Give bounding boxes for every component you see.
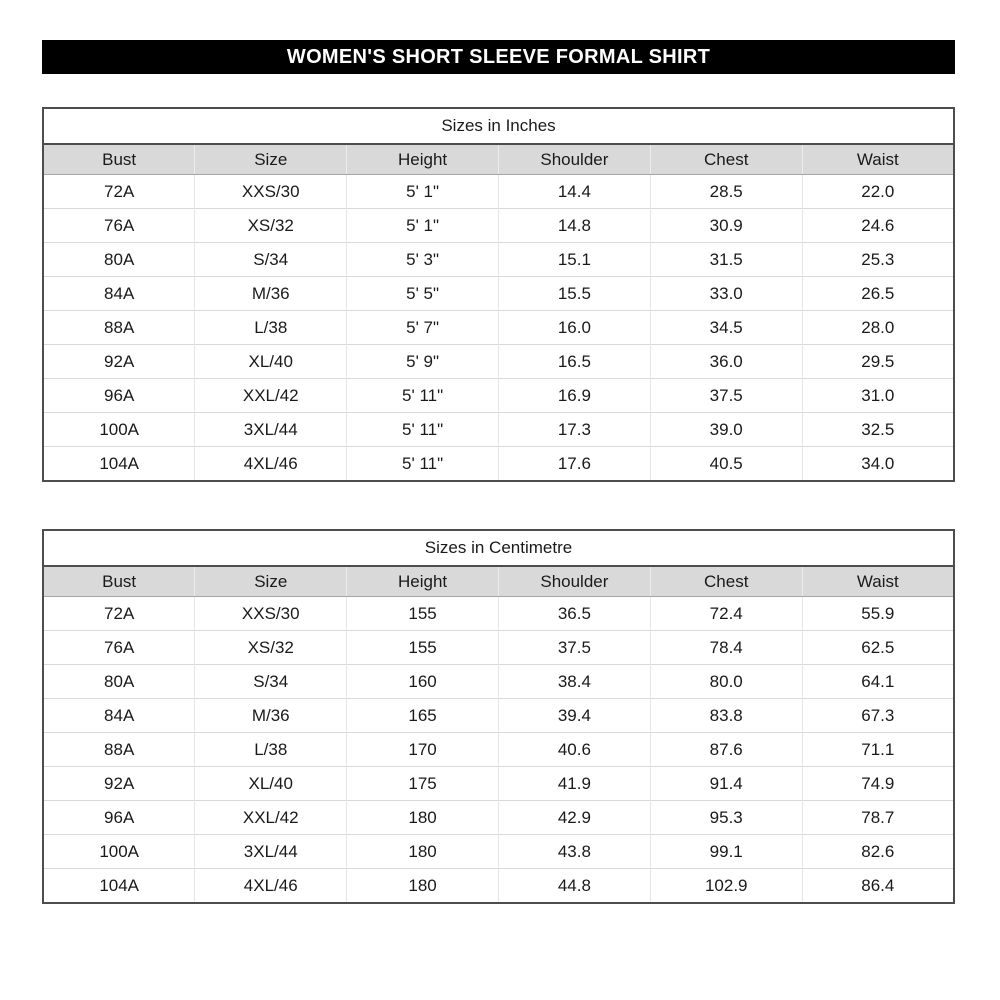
table-cell: XS/32 (195, 209, 347, 243)
table-row (43, 801, 954, 835)
table-cell: 99.1 (650, 835, 802, 869)
table-cell: 5' 3" (347, 243, 499, 277)
table-cell: 31.0 (802, 379, 954, 413)
table-cell: L/38 (195, 311, 347, 345)
table-cell: 87.6 (650, 733, 802, 767)
column-header-bust: Bust (43, 144, 195, 175)
table-cell: 37.5 (650, 379, 802, 413)
table-cell: 36.5 (498, 597, 650, 631)
title-banner (42, 40, 955, 74)
table-cell: 180 (347, 835, 499, 869)
table-cell: 165 (347, 699, 499, 733)
table-cell: 28.0 (802, 311, 954, 345)
table-cell: 96A (43, 379, 195, 413)
table-cell: 155 (347, 631, 499, 665)
table-cell: 40.6 (498, 733, 650, 767)
column-header-chest: Chest (650, 566, 802, 597)
table-cell: 17.3 (498, 413, 650, 447)
sizes-in-inches-table (42, 107, 955, 482)
table-cell: 17.6 (498, 447, 650, 482)
table-row (43, 869, 954, 904)
table-row (43, 379, 954, 413)
table-cell: 34.5 (650, 311, 802, 345)
table-cell: 37.5 (498, 631, 650, 665)
column-header-waist: Waist (802, 144, 954, 175)
table-cell: 76A (43, 209, 195, 243)
table-cell: 80A (43, 665, 195, 699)
table-row (43, 277, 954, 311)
table-cell: 28.5 (650, 175, 802, 209)
table-row (43, 767, 954, 801)
table-cell: 74.9 (802, 767, 954, 801)
table-cell: 83.8 (650, 699, 802, 733)
table-cell: 80.0 (650, 665, 802, 699)
table-cell: 95.3 (650, 801, 802, 835)
column-header-bust: Bust (43, 566, 195, 597)
table-cell: 41.9 (498, 767, 650, 801)
table-cell: 76A (43, 631, 195, 665)
table-cell: M/36 (195, 699, 347, 733)
table-cell: XXS/30 (195, 597, 347, 631)
table-row (43, 345, 954, 379)
table-caption-row (43, 108, 954, 144)
column-header-height: Height (347, 566, 499, 597)
table-cell: 84A (43, 699, 195, 733)
table-cell: XXL/42 (195, 379, 347, 413)
table-cell: 88A (43, 311, 195, 345)
table-cell: 36.0 (650, 345, 802, 379)
table-cell: XXS/30 (195, 175, 347, 209)
table-cell: 5' 11" (347, 413, 499, 447)
table-cell: 55.9 (802, 597, 954, 631)
table-cell: 24.6 (802, 209, 954, 243)
table-cell: 88A (43, 733, 195, 767)
table-caption: Sizes in Centimetre (43, 530, 954, 566)
table-cell: XXL/42 (195, 801, 347, 835)
table-cell: 38.4 (498, 665, 650, 699)
table-cell: XL/40 (195, 345, 347, 379)
table-cell: 5' 5" (347, 277, 499, 311)
table-cell: 32.5 (802, 413, 954, 447)
table-cell: 5' 9" (347, 345, 499, 379)
table-row (43, 665, 954, 699)
table-cell: 86.4 (802, 869, 954, 904)
table-row (43, 597, 954, 631)
table-row (43, 835, 954, 869)
table-cell: 14.4 (498, 175, 650, 209)
table-cell: 44.8 (498, 869, 650, 904)
table-cell: 104A (43, 447, 195, 482)
table-row (43, 209, 954, 243)
table-cell: 155 (347, 597, 499, 631)
table-cell: 34.0 (802, 447, 954, 482)
table-cell: 30.9 (650, 209, 802, 243)
table-row (43, 243, 954, 277)
table-cell: 80A (43, 243, 195, 277)
table-cell: 160 (347, 665, 499, 699)
table-cell: 5' 1" (347, 175, 499, 209)
table-row (43, 311, 954, 345)
table-row (43, 699, 954, 733)
table-cell: 62.5 (802, 631, 954, 665)
sizes-in-centimetre-table (42, 529, 955, 904)
table-cell: 100A (43, 413, 195, 447)
table-cell: 33.0 (650, 277, 802, 311)
page-title: WOMEN'S SHORT SLEEVE FORMAL SHIRT (286, 45, 711, 68)
column-header-shoulder: Shoulder (498, 566, 650, 597)
table-cell: 26.5 (802, 277, 954, 311)
column-header-height: Height (347, 144, 499, 175)
table-cell: 31.5 (650, 243, 802, 277)
table-cell: 43.8 (498, 835, 650, 869)
table-cell: 71.1 (802, 733, 954, 767)
table-cell: 22.0 (802, 175, 954, 209)
table-cell: 5' 11" (347, 447, 499, 482)
table-caption: Sizes in Inches (43, 108, 954, 144)
table-cell: 78.7 (802, 801, 954, 835)
table-cell: 5' 1" (347, 209, 499, 243)
table-cell: 91.4 (650, 767, 802, 801)
column-header-shoulder: Shoulder (498, 144, 650, 175)
table-cell: 16.0 (498, 311, 650, 345)
table-cell: 3XL/44 (195, 835, 347, 869)
table-cell: 39.0 (650, 413, 802, 447)
table-cell: 3XL/44 (195, 413, 347, 447)
table-cell: 16.5 (498, 345, 650, 379)
table-cell: 67.3 (802, 699, 954, 733)
column-header-row (43, 566, 954, 597)
table-cell: 16.9 (498, 379, 650, 413)
table-cell: 102.9 (650, 869, 802, 904)
column-header-waist: Waist (802, 566, 954, 597)
table-cell: 42.9 (498, 801, 650, 835)
table-cell: 92A (43, 345, 195, 379)
table-cell: 180 (347, 801, 499, 835)
table-cell: 4XL/46 (195, 869, 347, 904)
table-cell: 170 (347, 733, 499, 767)
table-caption-row (43, 530, 954, 566)
table-cell: 84A (43, 277, 195, 311)
table-cell: 5' 7" (347, 311, 499, 345)
table-cell: 72.4 (650, 597, 802, 631)
column-header-row (43, 144, 954, 175)
table-cell: 14.8 (498, 209, 650, 243)
table-row (43, 631, 954, 665)
table-cell: 29.5 (802, 345, 954, 379)
column-header-size: Size (195, 566, 347, 597)
table-cell: 92A (43, 767, 195, 801)
table-cell: 39.4 (498, 699, 650, 733)
table-cell: 175 (347, 767, 499, 801)
table-row (43, 175, 954, 209)
table-cell: 96A (43, 801, 195, 835)
table-cell: 15.5 (498, 277, 650, 311)
table-row (43, 733, 954, 767)
table-cell: 180 (347, 869, 499, 904)
table-cell: 4XL/46 (195, 447, 347, 482)
table-cell: M/36 (195, 277, 347, 311)
column-header-size: Size (195, 144, 347, 175)
table-cell: 25.3 (802, 243, 954, 277)
table-cell: 72A (43, 597, 195, 631)
table-cell: 100A (43, 835, 195, 869)
table-cell: 15.1 (498, 243, 650, 277)
table-cell: 82.6 (802, 835, 954, 869)
table-cell: 78.4 (650, 631, 802, 665)
table-cell: S/34 (195, 243, 347, 277)
table-cell: 72A (43, 175, 195, 209)
table-row (43, 413, 954, 447)
table-cell: 40.5 (650, 447, 802, 482)
table-cell: 5' 11" (347, 379, 499, 413)
column-header-chest: Chest (650, 144, 802, 175)
table-cell: XS/32 (195, 631, 347, 665)
table-cell: 64.1 (802, 665, 954, 699)
table-cell: XL/40 (195, 767, 347, 801)
table-cell: S/34 (195, 665, 347, 699)
table-cell: L/38 (195, 733, 347, 767)
table-cell: 104A (43, 869, 195, 904)
table-row (43, 447, 954, 482)
